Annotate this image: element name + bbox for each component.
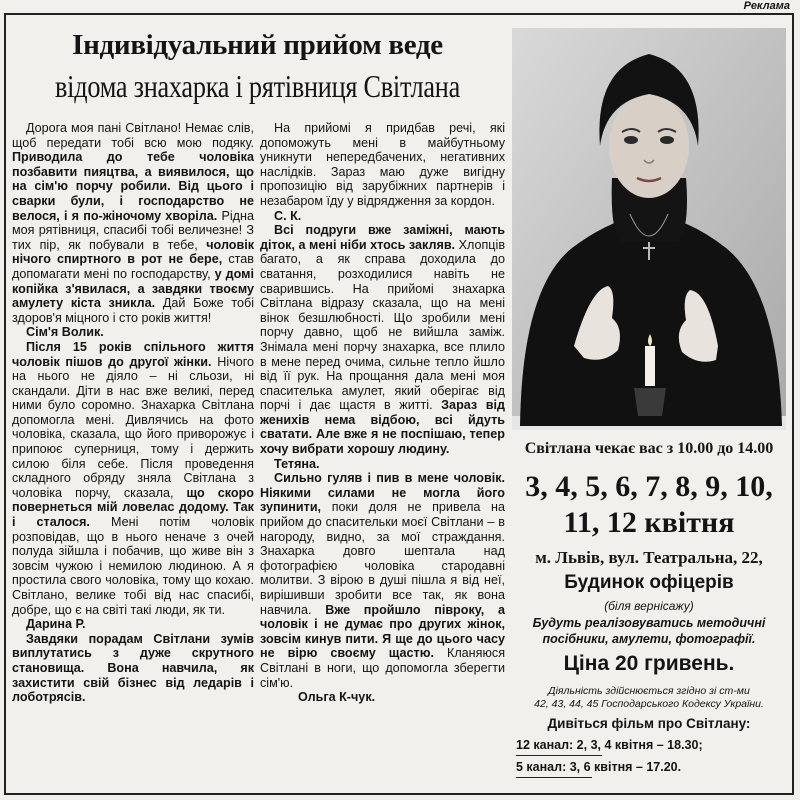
signature-3: С. К. [274, 208, 302, 223]
letter-3-part-1: Завдяки порадам Світлани зумів виплутатись з дуже скрутного становища. Вона навчила, як захистити свій бізнес від ледарів і лоботрясів. [12, 631, 254, 705]
letter-2: Після 15 років спільного життя чоловік пішов до другої жінки. Нічого на нього не діяло – ні сльози, ні скандали. Діти в нас вже великі, перед ними було соромно. Знахарка Світлана допомогла мені. Дивлячись на фото чоловіка, сказала, що його приворожує і припоює суперниця, тому і держить силою біля себе. Після проведення складного обряду зняла Світлана з чоловіка порчу, сказала, що скоро повернеться мій ловелас додому. Так і сталося. Мені потім чоловік розповідав, що в нього неначе з очей полуда зійшла і побачив, що живе він з зовсім чужою і немилою людиною. А я простила свого чоловіка, тому що кохаю. Світлано, велике тобі від нас спасибі, добре, що є на світі такі люди, як ти. [12, 339, 255, 617]
price: Ціна 20 гривень. [563, 652, 735, 675]
venue-note: (біля вернісажу) [604, 599, 694, 613]
letter-1: Дорога моя пані Світлано! Немає слів, щоб передати тобі всю мою подяку. Приводила до тебе чоловіка позбавити пияцтва, а виявилося, що на сім'ю порчу робили. Від цього і сварки були, і господарство не велося, і я по-жіночому хворіла. Рідна моя рятівниця, спасибі тобі величезне! З тих пір, як побували в тебе, чоловік нічого спиртного в рот не бере, став допомагати мені по господарству, у домі копійка з'явилася, а завдяки твоєму амулету кіста зникла. Дай Боже тобі здоров'я міцного і сто років життя! [12, 121, 255, 325]
portrait-photo [512, 28, 786, 430]
reception-hours: Світлана чекає вас з 10.00 до 14.00 [524, 440, 774, 457]
section-label: Реклама [743, 0, 790, 12]
sale-note-line-2: посібники, амулети, фотографії. [542, 632, 756, 646]
letter-3-part-2: На прийомі я придбав речі, які допоможуть мені в майбутньому уникнути непередбачених, негативних наслідків. Зараз маю дуже вигідну пропозицію від зарубіжних партнерів і незабаром їду у відрядження за кордон. [260, 121, 505, 208]
tv-schedule-2: 5 канал: 3, 6 квітня – 17.20. [516, 760, 682, 774]
legal-note-line-1: Діяльність здійснюється згідно зі ст-ми [548, 685, 750, 697]
reception-dates-line-2: 11, 12 квітня [563, 506, 735, 539]
sale-note-line-1: Будуть реалізовуватись методичні [532, 616, 766, 630]
text-column-1 [12, 121, 254, 705]
address: м. Львів, вул. Театральна, 22, [535, 548, 763, 567]
portrait-illustration [512, 28, 786, 430]
tv-schedule-1: 12 канал: 2, 3, 4 квітня – 18.30; [516, 738, 703, 752]
text-column-2 [260, 121, 505, 705]
headline-line-1: Індивідуальний прийом веде [72, 29, 443, 61]
venue-name: Будинок офіцерів [564, 572, 734, 593]
signature-5: Ольга К-чук. [298, 690, 376, 705]
film-heading: Дивіться фільм про Світлану: [547, 716, 751, 731]
letter-5: Сильно гуляв і пив в мене чоловік. Ніякими силами не могла його зупинити, поки доля не привела на прийом до спасительки моєї Світлани – в нагороду, видно, за мої страждання. Знахарка довго шептала над фотографією чоловіка стародавні молитви. З вірою в душі пішла я від неї, вирішивши зробити все так, як вона навчила. Вже пройшло півроку, а чоловік і не думає про других жінок, зовсім кинув пити. Я ще до цього часу не вірю своєму щастю. Кланяюся Світлані в ноги, що допомогла зберегти сім'ю. [260, 471, 506, 690]
signature-4: Тетяна. [274, 456, 320, 471]
headline-line-2: відома знахарка і рятівниця Світлана [55, 68, 460, 104]
tv-schedule-divider-2 [516, 777, 592, 778]
tv-schedule-divider-1 [516, 755, 602, 756]
reception-dates-line-1: 3, 4, 5, 6, 7, 8, 9, 10, [525, 470, 773, 503]
signature-1: Сім'я Волик. [26, 325, 104, 340]
letter-4: Всі подруги вже заміжні, мають діток, а мені ніби хтось закляв. Хлопців багато, а як справа доходила до сватання, розходилися навіть не сварившись. На прийомі знахарка Світлана відразу сказала, що на мені вінок безшлюбності. Що зробили мені порчу давно, щоб не вийшла заміж. Знімала мені порчу знахарка, все плило в мене перед очима, сильне тепло йшло від її рук. На прощання дала мені моя спасителька амулет, який оберігає від порчі і дає щастя в житті. Зараз від женихів нема відбою, всі йдуть сватати. Але вже я не поспішаю, тепер хочу вибрати хорошу людину. [260, 223, 506, 457]
legal-note-line-2: 42, 43, 44, 45 Господарського Кодексу України. [534, 698, 764, 710]
signature-2: Дарина Р. [26, 617, 86, 632]
